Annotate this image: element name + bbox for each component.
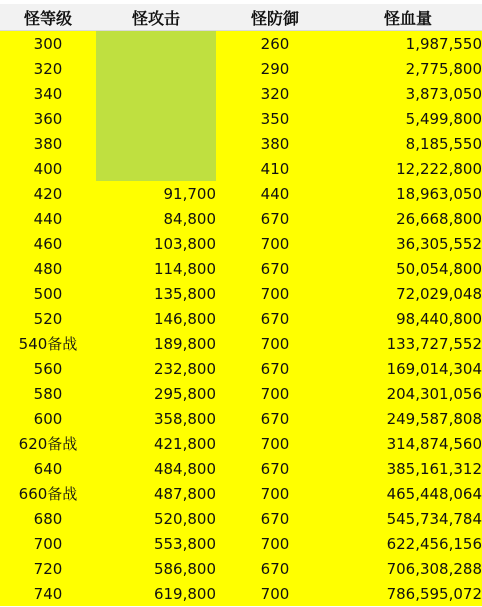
cell-defense[interactable]: 700 [216,531,334,556]
cell-level[interactable]: 300 [0,31,96,57]
table-row [0,581,482,606]
cell-hp[interactable]: 12,222,800 [334,156,482,181]
cell-defense[interactable]: 700 [216,231,334,256]
cell-hp[interactable]: 36,305,552 [334,231,482,256]
cell-hp[interactable]: 622,456,156 [334,531,482,556]
cell-hp[interactable]: 706,308,288 [334,556,482,581]
cell-attack[interactable]: 619,800 [96,581,216,606]
monster-stats-table [0,4,482,606]
cell-defense[interactable]: 260 [216,31,334,57]
cell-level[interactable]: 580 [0,381,96,406]
cell-defense[interactable]: 700 [216,381,334,406]
cell-attack[interactable]: 91,700 [96,181,216,206]
cell-defense[interactable]: 700 [216,431,334,456]
cell-level[interactable]: 660备战 [0,481,96,506]
cell-attack[interactable] [96,131,216,156]
cell-attack[interactable]: 103,800 [96,231,216,256]
cell-hp[interactable]: 314,874,560 [334,431,482,456]
cell-defense[interactable]: 670 [216,556,334,581]
cell-attack[interactable]: 487,800 [96,481,216,506]
header-level[interactable]: 怪等级 [0,4,96,31]
cell-level[interactable]: 720 [0,556,96,581]
cell-hp[interactable]: 169,014,304 [334,356,482,381]
cell-attack[interactable]: 520,800 [96,506,216,531]
table-row [0,506,482,531]
cell-attack[interactable]: 114,800 [96,256,216,281]
table-row [0,306,482,331]
table-row [0,256,482,281]
cell-hp[interactable]: 465,448,064 [334,481,482,506]
cell-hp[interactable]: 786,595,072 [334,581,482,606]
cell-hp[interactable]: 72,029,048 [334,281,482,306]
cell-defense[interactable]: 670 [216,406,334,431]
table-row [0,481,482,506]
cell-level[interactable]: 620备战 [0,431,96,456]
cell-defense[interactable]: 670 [216,306,334,331]
cell-defense[interactable]: 700 [216,481,334,506]
cell-hp[interactable]: 545,734,784 [334,506,482,531]
cell-defense[interactable]: 670 [216,506,334,531]
cell-attack[interactable]: 358,800 [96,406,216,431]
cell-hp[interactable]: 1,987,550 [334,31,482,57]
table-row [0,81,482,106]
header-attack[interactable]: 怪攻击 [96,4,216,31]
table-row [0,181,482,206]
table-row [0,206,482,231]
cell-level[interactable]: 480 [0,256,96,281]
cell-defense[interactable]: 670 [216,356,334,381]
cell-hp[interactable]: 2,775,800 [334,56,482,81]
cell-defense[interactable]: 320 [216,81,334,106]
cell-attack[interactable]: 232,800 [96,356,216,381]
cell-level[interactable]: 540备战 [0,331,96,356]
header-row [0,4,482,31]
cell-level[interactable]: 680 [0,506,96,531]
cell-defense[interactable]: 700 [216,281,334,306]
table-row [0,131,482,156]
cell-hp[interactable]: 204,301,056 [334,381,482,406]
cell-attack[interactable] [96,31,216,57]
cell-defense[interactable]: 700 [216,331,334,356]
cell-attack[interactable]: 135,800 [96,281,216,306]
cell-level[interactable]: 400 [0,156,96,181]
header-defense[interactable]: 怪防御 [216,4,334,31]
cell-level[interactable]: 360 [0,106,96,131]
cell-hp[interactable]: 5,499,800 [334,106,482,131]
cell-defense[interactable]: 290 [216,56,334,81]
table-row [0,556,482,581]
cell-attack[interactable]: 484,800 [96,456,216,481]
cell-attack[interactable]: 553,800 [96,531,216,556]
cell-hp[interactable]: 8,185,550 [334,131,482,156]
cell-defense[interactable]: 440 [216,181,334,206]
cell-level[interactable]: 500 [0,281,96,306]
cell-defense[interactable]: 410 [216,156,334,181]
cell-hp[interactable]: 133,727,552 [334,331,482,356]
cell-attack[interactable] [96,156,216,181]
cell-level[interactable]: 560 [0,356,96,381]
cell-attack[interactable]: 189,800 [96,331,216,356]
table-row [0,31,482,57]
cell-hp[interactable]: 50,054,800 [334,256,482,281]
cell-hp[interactable]: 18,963,050 [334,181,482,206]
cell-attack[interactable]: 586,800 [96,556,216,581]
cell-level[interactable]: 420 [0,181,96,206]
cell-level[interactable]: 320 [0,56,96,81]
cell-attack[interactable] [96,106,216,131]
cell-level[interactable]: 740 [0,581,96,606]
table-row [0,106,482,131]
cell-defense[interactable]: 700 [216,581,334,606]
cell-level[interactable]: 340 [0,81,96,106]
cell-hp[interactable]: 3,873,050 [334,81,482,106]
cell-defense[interactable]: 380 [216,131,334,156]
cell-level[interactable]: 440 [0,206,96,231]
cell-level[interactable]: 460 [0,231,96,256]
table-row [0,56,482,81]
table-row [0,531,482,556]
table-row [0,331,482,356]
cell-hp[interactable]: 98,440,800 [334,306,482,331]
cell-hp[interactable]: 385,161,312 [334,456,482,481]
cell-defense[interactable]: 670 [216,456,334,481]
table-row [0,156,482,181]
table-row [0,356,482,381]
table-row [0,431,482,456]
cell-attack[interactable] [96,81,216,106]
cell-attack[interactable]: 295,800 [96,381,216,406]
cell-hp[interactable]: 249,587,808 [334,406,482,431]
cell-defense[interactable]: 670 [216,206,334,231]
cell-level[interactable]: 600 [0,406,96,431]
table-row [0,231,482,256]
table-row [0,281,482,306]
cell-attack[interactable]: 84,800 [96,206,216,231]
cell-defense[interactable]: 350 [216,106,334,131]
table-row [0,381,482,406]
cell-attack[interactable]: 146,800 [96,306,216,331]
cell-attack[interactable] [96,56,216,81]
cell-defense[interactable]: 670 [216,256,334,281]
header-hp[interactable]: 怪血量 [334,4,482,31]
cell-level[interactable]: 520 [0,306,96,331]
table-row [0,456,482,481]
table-row [0,406,482,431]
cell-level[interactable]: 700 [0,531,96,556]
cell-level[interactable]: 380 [0,131,96,156]
cell-level[interactable]: 640 [0,456,96,481]
cell-hp[interactable]: 26,668,800 [334,206,482,231]
cell-attack[interactable]: 421,800 [96,431,216,456]
